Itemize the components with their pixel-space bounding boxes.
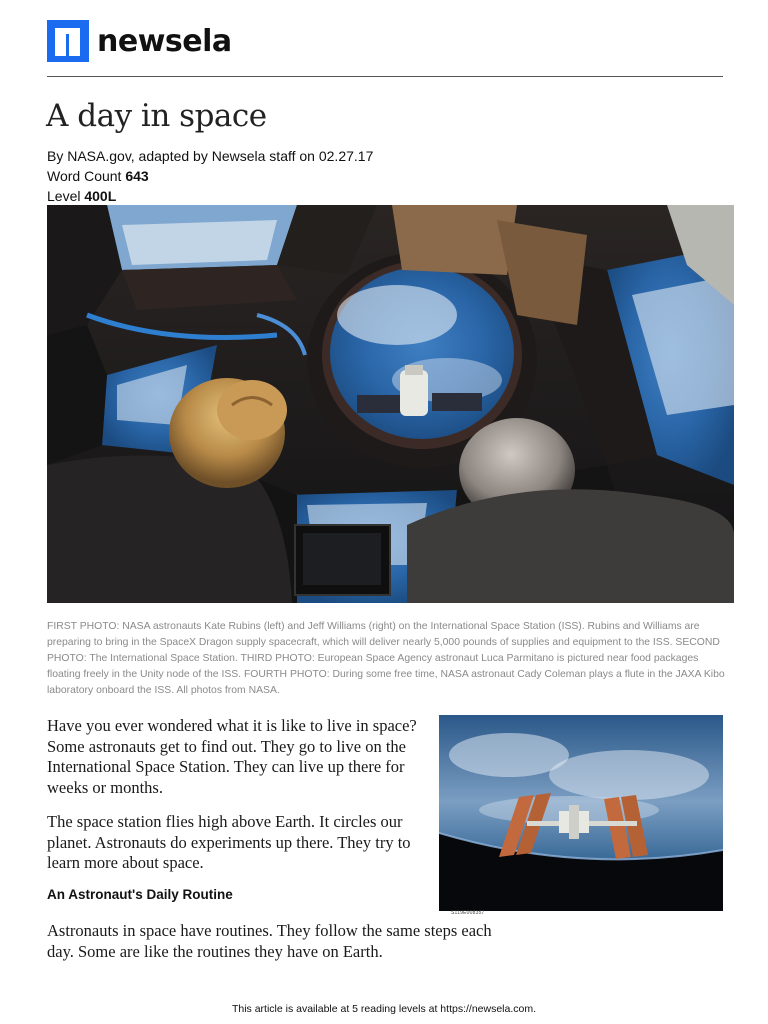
word-count-line <box>47 166 373 186</box>
byline: By NASA.gov, adapted by Newsela staff on 02.27.17 <box>47 148 374 164</box>
iss-photo <box>439 715 723 911</box>
level-label: Level <box>47 188 85 204</box>
newsela-logo-text[interactable]: newsela <box>97 24 232 59</box>
footer-note: This article is available at 5 reading levels at https://newsela.com. <box>231 1003 537 1015</box>
photo-caption: FIRST PHOTO: NASA astronauts Kate Rubins (left) and Jeff Williams (right) on the International Space Station (ISS). Rubins and Williams are preparing to bring in the SpaceX Dragon supply spacecraft, which will deliver nearly 5,000 pounds of supplies and equipment to the ISS. SECOND PHOTO: The International Space Station. THIRD PHOTO: European Space Agency astronaut Luca Parmitano is pictured near food packages floating freely in the Unity node of the ISS. FOURTH PHOTO: During some free time, NASA astronaut Cady Coleman plays a flute in the JAXA Kibo laboratory onboard the ISS. All photos from NASA. <box>47 621 725 696</box>
article-meta <box>47 146 373 206</box>
page-header <box>47 18 723 77</box>
paragraph-2: The space station flies high above Earth. It circles our planet. Astronauts do experiments up there. They try to learn more about space. <box>47 812 411 872</box>
paragraph-1: Have you ever wondered what it is like to live in space? Some astronauts get to find out. They go to live on the International Space Station. They can live up there for weeks or months. <box>47 716 417 797</box>
newsela-logo-icon[interactable] <box>47 20 89 62</box>
word-count-label: Word Count <box>47 168 126 184</box>
paragraph-3: Astronauts in space have routines. They follow the same steps each day. Some are like the routines they have on Earth. <box>47 921 492 961</box>
photo-id: S119E008357 <box>451 910 485 916</box>
article-title: A day in space <box>46 98 267 134</box>
word-count-value: 643 <box>125 168 149 184</box>
level-value: 400L <box>84 188 117 204</box>
level-line <box>47 186 373 206</box>
section-heading: An Astronaut's Daily Routine <box>47 887 233 902</box>
hero-photo-cupola <box>47 205 734 603</box>
